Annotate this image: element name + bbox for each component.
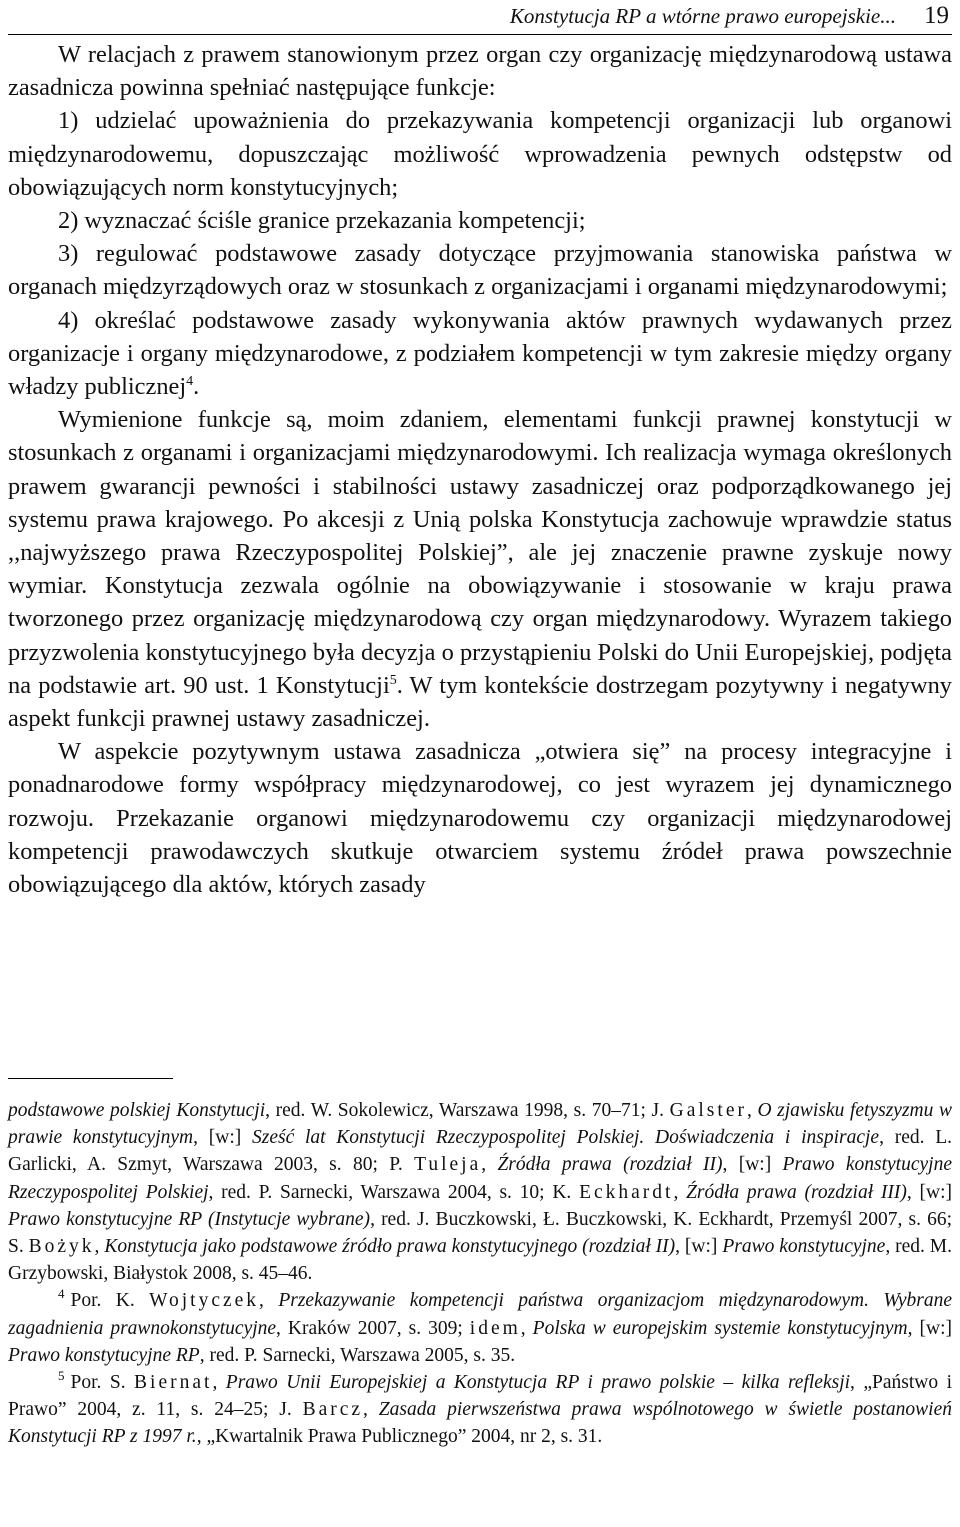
footnote-run: , [259, 1290, 279, 1312]
author-name: Biernat [134, 1372, 213, 1394]
footnote-run: , [94, 1236, 105, 1258]
title-italic: Zasada pierwszeństwa prawa wspólnotowego w świetle postanowień Konstytucji RP z 1997 r. [8, 1399, 953, 1448]
author-name: idem [469, 1317, 521, 1339]
intro-paragraph: W relacjach z prawem stanowionym przez organ czy organizację międzynarodową ustawa zasadnicza powinna spełniać następujące funkcje: [8, 41, 952, 102]
list-item: 3) regulować podstawowe zasady dotyczące przyjmowania stanowiska państwa w organach międzyrządowych oraz w stosunkach z organizacjami i organami międzynarodowymi; [8, 240, 952, 301]
author-name: Galster [669, 1100, 747, 1121]
paragraph-text: . W tym kontekście dostrzegam pozytywny i negatywny aspekt funkcji prawnej ustawy zasadniczej. [8, 671, 952, 733]
footnote-continuation [8, 1097, 952, 1287]
footnotes [8, 1097, 952, 1451]
footnote-run: , [w:] [722, 1154, 783, 1176]
title-italic: Prawo konstytucyjne RP [8, 1344, 200, 1366]
title-italic: Sześć lat Konstytucji Rzeczypospolitej Polskiej. Doświadczenia i inspiracje [251, 1127, 880, 1149]
paragraph: W aspekcie pozytywnym ustawa zasadnicza „otwiera się” na procesy integracyjne i ponadnarodowe formy współpracy międzynarodowej, co jest wyrazem jej dynamicznego rozwoju. Przekazanie organowi międzynarodowemu czy organizacji międzynarodowej kompetencji prawodawczych skutkuje otwarciem systemu źródeł prawa powszechnie obowiązującego dla aktów, których zasady [8, 738, 952, 899]
footnote-number: 4 [58, 1286, 65, 1302]
footnote-run: , red. M. Grzybowski, Białystok 2008, s. 45–46. [8, 1236, 952, 1285]
author-name: Eckhardt [579, 1181, 674, 1203]
title-italic: Przekazywanie kompetencji państwa organizacjom międzynarodowym. Wybrane zagadnienia prawnokonstytucyjne [8, 1290, 953, 1339]
footnote-run: , [673, 1181, 687, 1203]
footnote-ref-4[interactable]: 4 [186, 374, 194, 390]
title-italic: Źródła prawa (rozdział II) [497, 1154, 723, 1176]
author-name: Barcz [302, 1399, 364, 1421]
title-italic: Konstytucja jako podstawowe źródło prawa konstytucyjnego (rozdział II) [104, 1236, 676, 1258]
footnote-run: , red. P. Sarnecki, Warszawa 2004, s. 10; K. [208, 1181, 580, 1203]
footnote-run: , [746, 1100, 758, 1121]
list-item-end: . [193, 373, 200, 401]
title-italic: Źródła prawa (rozdział III) [686, 1181, 907, 1203]
footnote-run: , [w:] [906, 1181, 952, 1203]
footnote-run: , red. J. Buczkowski, Ł. Buczkowski, K. Eckhardt, Przemyśl 2007, s. 66; S. [8, 1208, 952, 1258]
author-name: Bożyk [28, 1236, 95, 1258]
footnote-run: , [w:] [907, 1317, 952, 1339]
list-item: 1) udzielać upoważnienia do przekazywania kompetencji organizacji lub organowi międzynarodowemu, dopuszczając możliwość wprowadzenia pewnych odstępstw od obowiązujących norm konstytucyjnych; [8, 107, 952, 201]
functions-list [8, 104, 952, 403]
title-italic: Prawo konstytucyjne [722, 1236, 886, 1258]
page-header [8, 0, 952, 35]
footnote-run: Por. K. [70, 1290, 150, 1312]
running-title: Konstytucja RP a wtórne prawo europejskie... [509, 4, 896, 28]
list-item: 2) wyznaczać ściśle granice przekazania kompetencji; [58, 207, 586, 235]
footnote-run: , red. L. Garlicki, A. Szmyt, Warszawa 2003, s. 80; P. [8, 1127, 953, 1176]
footnote-run: , [363, 1399, 379, 1421]
list-item-text: 4) określać podstawowe zasady wykonywania aktów prawnych wydawanych przez organizacje i organy międzynarodowe, z podziałem kompetencji w tym zakresie między organy władzy publicznej [8, 306, 952, 401]
footnote-number: 5 [58, 1368, 65, 1384]
footnote-text [8, 1372, 952, 1447]
footnote-run: , „Kwartalnik Prawa Publicznego” 2004, nr 2, s. 31. [196, 1426, 603, 1448]
footnote-run: , „Państwo i Prawo” 2004, z. 11, s. 24–25; J. [8, 1372, 952, 1421]
paragraph-text: Wymienione funkcje są, moim zdaniem, elementami funkcji prawnej konstytucji w stosunkach z organami i organizacjami międzynarodowymi. Ich realizacja wymaga określonych prawem gwarancji pewności i stabilności ustawy zasadniczej oraz podporządkowanego jej systemu prawa krajowego. Po akcesji z Unią polska Konstytucja zachowuje wprawdzie status ,,najwyższego prawa Rzeczypospolitej Polskiej”, ale jej znaczenie prawne zyskuje nowy wymiar. Konstytucja zezwala ogólnie na obowiązywanie i stosowanie w kraju prawa tworzonego przez organizację międzynarodową czy organ międzynarodowy. Wyrazem takiego przyzwolenia konstytucyjnego była decyzja o przystąpieniu Polski do Unii Europejskiej, podjęta na podstawie art. 90 ust. 1 Konstytucji [8, 406, 952, 699]
footnote-run: , [212, 1372, 226, 1394]
paragraph [8, 403, 952, 735]
page-number: 19 [924, 2, 949, 29]
title-italic: Polska w europejskim systemie konstytucyjnym [532, 1317, 908, 1339]
footnote-text [8, 1290, 952, 1365]
footnote-ref-5[interactable]: 5 [389, 672, 397, 688]
footnote-run: , [481, 1154, 498, 1176]
footnote-run: Por. S. [70, 1372, 135, 1394]
footnote-run: , [520, 1317, 533, 1339]
footnote-run: , red. W. Sokolewicz, Warszawa 1998, s. 70–71; J. [265, 1100, 670, 1121]
footnote-run: , [w:] [675, 1236, 723, 1258]
author-name: Wojtyczek [149, 1290, 260, 1312]
title-italic: Prawo konstytucyjne RP (Instytucje wybrane) [8, 1208, 371, 1230]
footnote-run: , red. P. Sarnecki, Warszawa 2005, s. 35. [199, 1344, 516, 1366]
main-text [8, 38, 952, 901]
list-item [8, 304, 952, 404]
title-italic: Prawo Unii Europejskiej a Konstytucja RP i prawo polskie – kilka refleksji [225, 1372, 851, 1394]
title-italic: O zjawisku fetyszyzmu w prawie konstytucyjnym [8, 1100, 952, 1149]
footnote-4 [8, 1287, 952, 1369]
author-name: Tuleja [414, 1154, 482, 1176]
footnote-run: , [w:] [193, 1127, 252, 1149]
title-italic: Prawo konstytucyjne Rzeczypospolitej Polskiej [8, 1154, 952, 1203]
title-italic: podstawowe polskiej Konstytucji [8, 1100, 266, 1121]
footnote-separator [8, 1078, 173, 1079]
footnote-run: , Kraków 2007, s. 309; [276, 1317, 470, 1339]
footnote-5 [8, 1369, 952, 1451]
